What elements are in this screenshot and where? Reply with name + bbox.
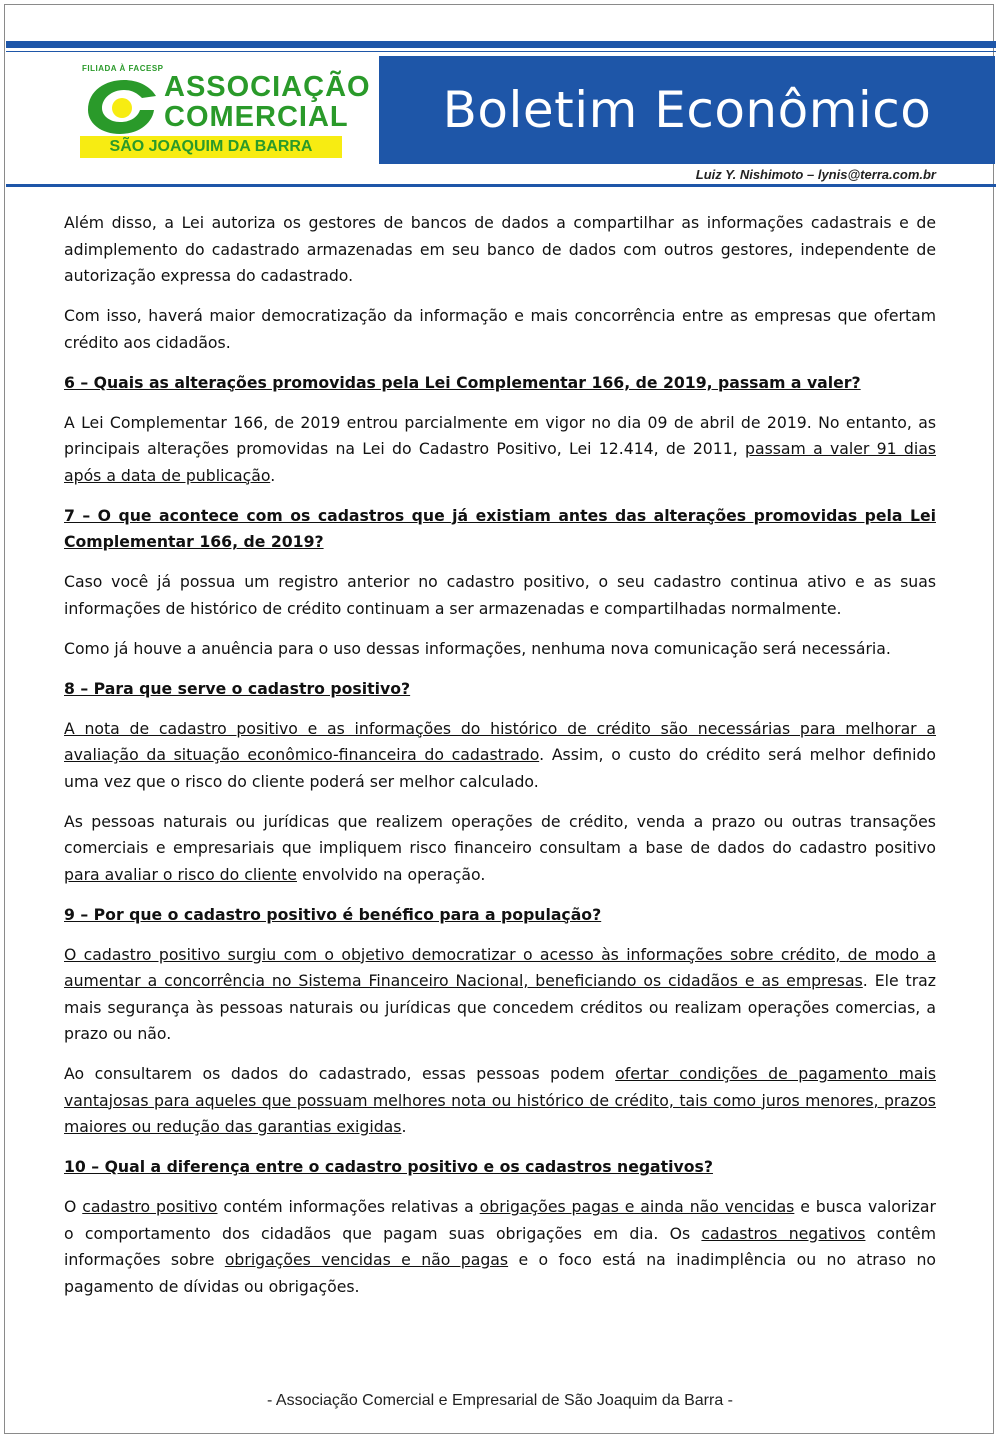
text-span: Ao consultarem os dados do cadastrado, essas pessoas podem <box>64 1064 616 1083</box>
author-line: Luiz Y. Nishimoto – lynis@terra.com.br <box>695 167 936 182</box>
text-span: contêm informações sobre <box>64 1223 936 1269</box>
paragraph: Como já houve a anuência para o uso dessas informações, nenhuma nova comunicação será necessária. <box>64 638 891 658</box>
paragraph <box>64 1061 936 1141</box>
question-heading: 9 – Por que o cadastro positivo é benéfico para a população? <box>64 904 602 924</box>
text-span: . Ele traz mais segurança às pessoas naturais ou jurídicas que concedem créditos ou realizam operações comercias, a prazo ou não. <box>64 971 936 1043</box>
text-span: A Lei Complementar 166, de 2019 entrou parcialmente em vigor no dia 09 de abril de 2019. No entanto, as principais alterações promovidas na Lei do Cadastro Positivo, Lei 12.414, de 2011, <box>64 412 936 458</box>
underlined-text: cadastro positivo <box>82 1197 218 1216</box>
paragraph <box>64 716 936 796</box>
text-span: . Assim, o custo do crédito será melhor definido uma vez que o risco do cliente poderá ser melhor calculado. <box>64 745 936 791</box>
text-span: . <box>401 1117 407 1136</box>
header-bottom-rule <box>6 184 996 187</box>
question-heading: 7 – O que acontece com os cadastros que já existiam antes das alterações promovidas pela Lei Complementar 166, de 2019? <box>64 505 936 551</box>
logo-line-1: ASSOCIAÇÃO <box>164 71 371 103</box>
logo-affiliation: FILIADA À FACESP <box>82 64 164 73</box>
text-span: envolvido na operação. <box>296 864 486 884</box>
article-body <box>64 210 936 1314</box>
page-footer: - Associação Comercial e Empresarial de São Joaquim da Barra - <box>267 1392 733 1409</box>
text-span: O <box>64 1197 83 1216</box>
text-span: . <box>270 465 276 485</box>
underlined-text: cadastros negativos <box>701 1223 866 1243</box>
paragraph <box>64 942 936 1048</box>
header-top-rule <box>6 41 996 48</box>
paragraph: Além disso, a Lei autoriza os gestores de bancos de dados a compartilhar as informações cadastrais e de adimplemento do cadastrado armazenadas em seu banco de dados com outros gestores, independente de autorização expressa do cadastrado. <box>64 213 936 285</box>
header-top-thin-rule <box>6 51 996 52</box>
underlined-text: A nota de cadastro positivo e as informações do histórico de crédito são necessárias para melhorar a avaliação da situação econômico-financeira do cadastrado <box>64 718 936 764</box>
underlined-text: para avaliar o risco do cliente <box>64 864 297 884</box>
question-heading: 6 – Quais as alterações promovidas pela Lei Complementar 166, de 2019, passam a valer? <box>64 372 861 392</box>
text-span: e busca valorizar o comportamento dos cidadãos que pagam suas obrigações em dia. Os <box>64 1197 936 1243</box>
question-heading: 8 – Para que serve o cadastro positivo? <box>64 678 411 698</box>
bulletin-title: Boletim Econômico <box>379 56 995 164</box>
logo-swirl-icon <box>80 76 160 136</box>
underlined-text: O cadastro positivo surgiu com o objetivo democratizar o acesso às informações sobre crédito, de modo a aumentar a concorrência no Sistema Financeiro Nacional, beneficiando os cidadãos e as empresas <box>64 944 936 990</box>
paragraph: Com isso, haverá maior democratização da informação e mais concorrência entre as empresas que ofertam crédito aos cidadãos. <box>64 306 936 352</box>
underlined-text: passam a valer 91 dias após a data de publicação <box>64 439 936 485</box>
association-logo <box>78 64 371 160</box>
paragraph: Caso você já possua um registro anterior no cadastro positivo, o seu cadastro continua ativo e as suas informações de histórico de crédito continuam a ser armazenadas e compartilhadas normalmente. <box>64 572 936 618</box>
underlined-text: obrigações pagas e ainda não vencidas <box>479 1197 795 1216</box>
paragraph <box>64 1194 936 1300</box>
logo-city: SÃO JOAQUIM DA BARRA <box>80 136 342 158</box>
paragraph <box>64 410 936 490</box>
text-span: e o foco está na inadimplência ou no atraso no pagamento de dívidas ou obrigações. <box>64 1250 936 1296</box>
underlined-text: obrigações vencidas e não pagas <box>224 1250 509 1269</box>
question-heading: 10 – Qual a diferença entre o cadastro positivo e os cadastros negativos? <box>64 1157 713 1176</box>
underlined-text: ofertar condições de pagamento mais vantajosas para aqueles que possuam melhores nota ou histórico de crédito, tais como juros menores, prazos maiores ou redução das garantias exigidas <box>64 1064 936 1136</box>
text-span: As pessoas naturais ou jurídicas que realizem operações de crédito, venda a prazo ou outras transações comerciais e empresariais que impliquem risco financeiro consultam a base de dados do cadastro positivo <box>64 811 936 857</box>
text-span: contém informações relativas a <box>217 1197 480 1216</box>
paragraph <box>64 809 936 889</box>
logo-line-2: COMERCIAL <box>164 101 349 133</box>
